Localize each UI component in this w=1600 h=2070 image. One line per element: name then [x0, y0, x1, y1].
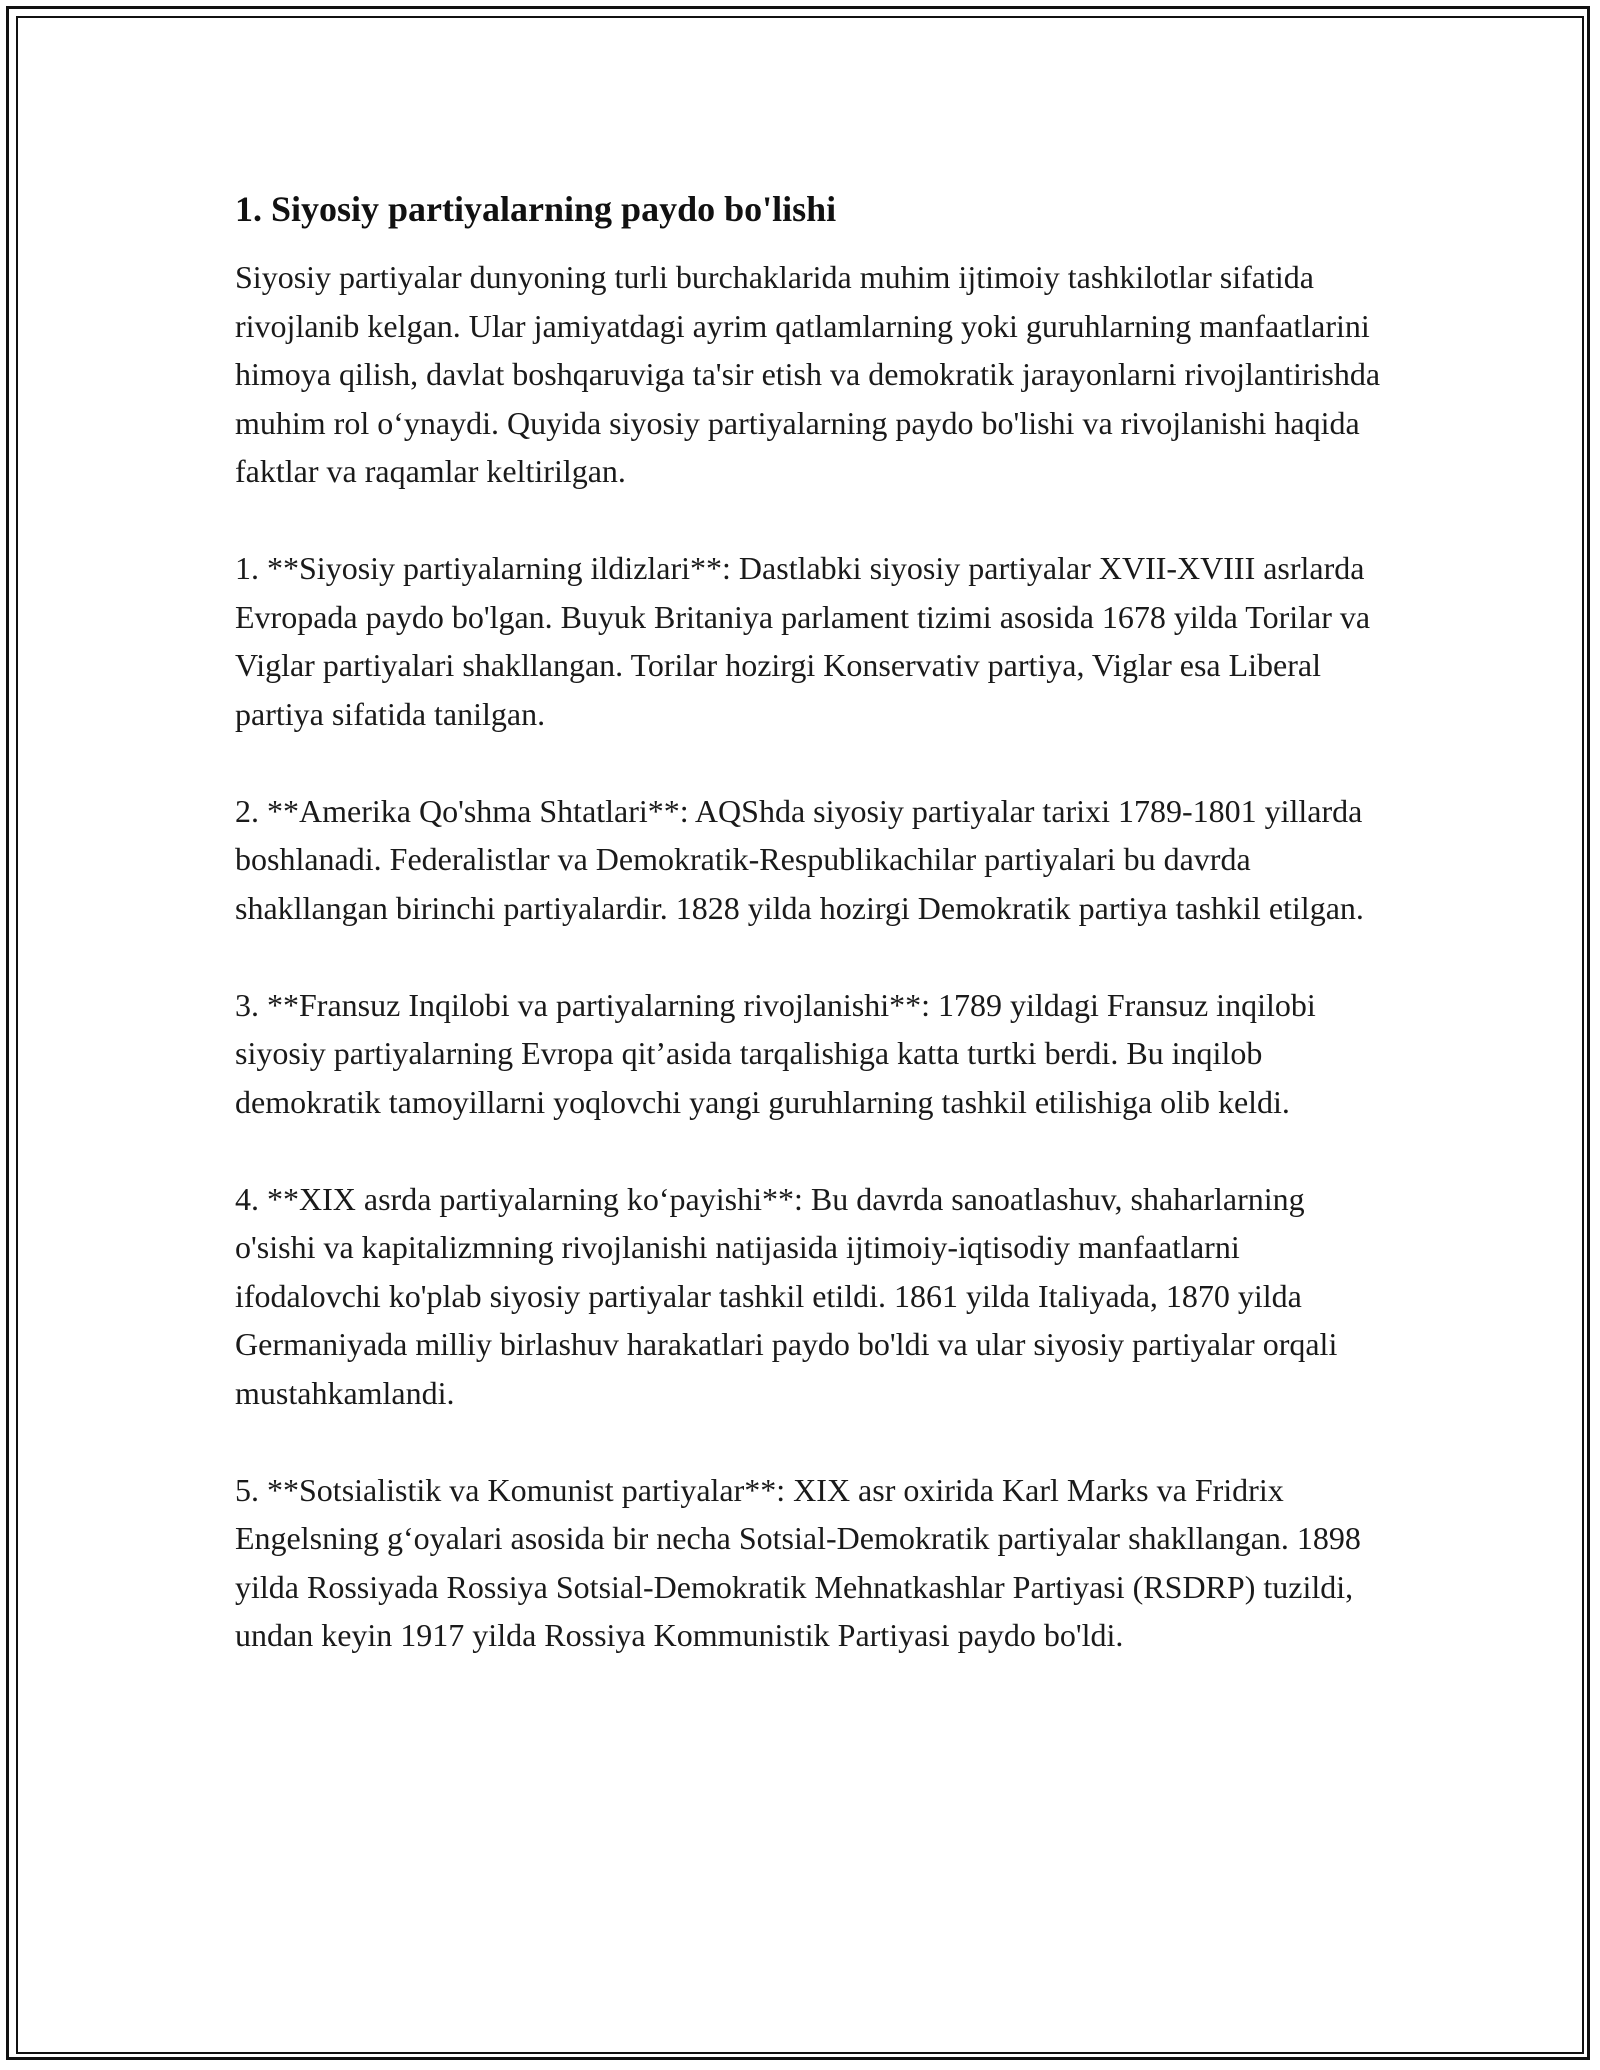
- paragraph-gap: [235, 1126, 1385, 1175]
- document-body: [235, 185, 1385, 1660]
- list-item: 3. **Fransuz Inqilobi va partiyalarning rivojlanishi**: 1789 yildagi Fransuz inqilobi siyosiy partiyalarning Evropa qit’asida tarqalishiga katta turtki berdi. Bu inqilob demokratik tamoyillarni yoqlovchi yangi guruhlarning tashkil etilishiga olib keldi.: [235, 986, 1316, 1120]
- list-item: 5. **Sotsialistik va Komunist partiyalar**: XIX asr oxirida Karl Marks va Fridrix Engelsning g‘oyalari asosida bir necha Sotsial-Demokratik partiyalar shakllangan. 1898 yilda Rossiyada Rossiya Sotsial-Demokratik Mehnatkashlar Partiyasi (RSDRP) tuzildi, undan keyin 1917 yilda Rossiya Kommunistik Partiyasi paydo bo'ldi.: [235, 1471, 1361, 1653]
- intro-paragraph: Siyosiy partiyalar dunyoning turli burchaklarida muhim ijtimoiy tashkilotlar sifatida rivojlanib kelgan. Ular jamiyatdagi ayrim qatlamlarning yoki guruhlarning manfaatlarini himoya qilish, davlat boshqaruviga ta'sir etish va demokratik jarayonlarni rivojlantirishda muhim rol o‘ynaydi. Quyida siyosiy partiyalarning paydo bo'lishi va rivojlanishi haqida faktlar va raqamlar keltirilgan.: [235, 259, 1381, 489]
- paragraph-gap: [235, 496, 1385, 545]
- list-item: 1. **Siyosiy partiyalarning ildizlari**: Dastlabki siyosiy partiyalar XVII-XVIII asrlarda Evropada paydo bo'lgan. Buyuk Britaniya parlament tizimi asosida 1678 yilda Torilar va Viglar partiyalari shakllangan. Torilar hozirgi Konservativ partiya, Viglar esa Liberal partiya sifatida tanilgan.: [235, 550, 1371, 732]
- paragraph-gap: [235, 738, 1385, 787]
- paragraph-gap: [235, 1417, 1385, 1466]
- paragraph-gap: [235, 932, 1385, 981]
- list-item: 4. **XIX asrda partiyalarning ko‘payishi**: Bu davrda sanoatlashuv, shaharlarning o'sishi va kapitalizmning rivojlanishi natijasida ijtimoiy-iqtisodiy manfaatlarni ifodalovchi ko'plab siyosiy partiyalar tashkil etildi. 1861 yilda Italiyada, 1870 yilda Germaniyada milliy birlashuv harakatlari paydo bo'ldi va ular siyosiy partiyalar orqali mustahkamlandi.: [235, 1180, 1338, 1411]
- document-title: 1. Siyosiy partiyalarning paydo bo'lishi: [235, 189, 837, 229]
- list-item: 2. **Amerika Qo'shma Shtatlari**: AQShda siyosiy partiyalar tarixi 1789-1801 yillarda boshlanadi. Federalistlar va Demokratik-Respublikachilar partiyalari bu davrda shakllangan birinchi partiyalardir. 1828 yilda hozirgi Demokratik partiya tashkil etilgan.: [235, 792, 1364, 926]
